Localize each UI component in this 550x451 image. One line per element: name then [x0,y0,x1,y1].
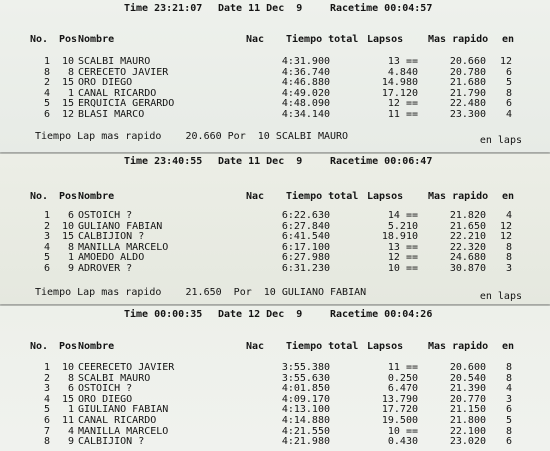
col-header-no: No. [30,34,49,45]
row-no: 5 [43,404,50,415]
row-no: 1 [43,210,50,221]
row-driver-name: OSTOICH ? [78,210,133,221]
row-en-lap: 8 [505,242,512,253]
row-no: 4 [43,394,50,405]
row-tiempo-total: 6:17.100 [281,242,330,253]
row-mas-rapido: 21.150 [449,404,486,415]
header-time: Time 00:00:35 [124,309,203,320]
row-pos: 6 [67,210,74,221]
row-pos: 4 [67,426,74,437]
row-en-lap: 5 [505,415,512,426]
row-tiempo-total: 4:48.090 [281,98,330,109]
row-no: 1 [43,56,50,67]
row-tiempo-total: 4:09.170 [281,394,330,405]
row-lapsos: 5.210 [387,221,418,232]
header-racetime: Racetime 00:06:47 [330,156,433,167]
row-no: 2 [43,373,50,384]
row-lapsos: 10 == [387,263,418,274]
row-tiempo-total: 6:27.840 [281,221,330,232]
row-mas-rapido: 22.210 [449,231,486,242]
timing-sheet-3 [0,306,550,451]
row-pos: 10 [61,362,74,373]
row-tiempo-total: 4:46.880 [281,77,330,88]
row-tiempo-total: 6:31.230 [281,263,330,274]
row-driver-name: ORO DIEGO [78,394,133,405]
row-en-lap: 8 [505,426,512,437]
row-lapsos: 14.980 [381,77,418,88]
row-mas-rapido: 23.020 [449,436,486,447]
row-en-lap: 6 [505,436,512,447]
row-mas-rapido: 21.800 [449,415,486,426]
col-header-nac: Nac [246,191,265,202]
col-header-nombre: Nombre [78,341,115,352]
row-en-lap: 6 [505,404,512,415]
row-tiempo-total: 4:14.880 [281,415,330,426]
col-header-mas-rapido: Mas rapido [428,191,489,202]
row-en-lap: 4 [505,210,512,221]
row-mas-rapido: 20.660 [449,56,486,67]
row-driver-name: CALBIJION ? [78,231,145,242]
row-mas-rapido: 22.320 [449,242,486,253]
col-header-en: en [502,34,515,45]
row-lapsos: 6.470 [387,383,418,394]
row-driver-name: MANILLA MARCELO [78,426,169,437]
col-header-tiempo: Tiempo total [286,341,359,352]
row-pos: 15 [61,77,74,88]
row-pos: 15 [61,98,74,109]
row-tiempo-total: 4:13.100 [281,404,330,415]
row-mas-rapido: 20.780 [449,67,486,78]
row-no: 4 [43,242,50,253]
row-en-lap: 5 [505,77,512,88]
row-no: 6 [43,415,50,426]
row-driver-name: MANILLA MARCELO [78,242,169,253]
row-mas-rapido: 20.770 [449,394,486,405]
row-driver-name: GIULIANO FABIAN [78,404,169,415]
row-no: 1 [43,362,50,373]
header-date: Date 12 Dec 9 [218,309,303,320]
row-tiempo-total: 3:55.630 [281,373,330,384]
row-en-lap: 12 [499,231,512,242]
row-mas-rapido: 20.540 [449,373,486,384]
col-header-en: en [502,341,515,352]
row-no: 7 [43,426,50,437]
row-pos: 15 [61,394,74,405]
row-tiempo-total: 4:21.980 [281,436,330,447]
row-lapsos: 17.120 [381,88,418,99]
row-en-lap: 4 [505,109,512,120]
row-en-lap: 3 [505,263,512,274]
col-header-en: en [502,191,515,202]
row-en-lap: 8 [505,362,512,373]
row-pos: 1 [67,252,74,263]
row-no: 8 [43,67,50,78]
row-tiempo-total: 4:34.140 [281,109,330,120]
row-driver-name: GULIANO FABIAN [78,221,163,232]
row-en-lap: 12 [499,221,512,232]
row-mas-rapido: 21.680 [449,77,486,88]
row-pos: 11 [61,415,74,426]
col-header-lapsos: Lapsos [367,34,404,45]
row-tiempo-total: 4:36.740 [281,67,330,78]
row-no: 5 [43,252,50,263]
row-mas-rapido: 30.870 [449,263,486,274]
row-driver-name: CANAL RICARDO [78,415,157,426]
row-lapsos: 11 == [387,109,418,120]
row-tiempo-total: 6:22.630 [281,210,330,221]
row-driver-name: SCALBI MAURO [78,56,151,67]
row-lapsos: 13.790 [381,394,418,405]
row-lapsos: 18.910 [381,231,418,242]
col-header-pos: Pos [59,191,78,202]
row-pos: 15 [61,231,74,242]
col-header-no: No. [30,341,49,352]
header-racetime: Racetime 00:04:57 [330,3,433,14]
footer-fastest-lap: Tiempo Lap mas rapido 21.650 Por 10 GULIANO FABIAN [35,287,367,298]
row-en-lap: 12 [499,56,512,67]
row-no: 3 [43,383,50,394]
row-pos: 8 [67,373,74,384]
row-pos: 9 [67,263,74,274]
row-driver-name: CEERECETO JAVIER [78,362,175,373]
row-lapsos: 13 == [387,56,418,67]
col-header-pos: Pos [59,34,78,45]
row-driver-name: CERECETO JAVIER [78,67,169,78]
row-mas-rapido: 21.650 [449,221,486,232]
row-en-lap: 6 [505,67,512,78]
row-no: 6 [43,263,50,274]
row-no: 3 [43,231,50,242]
row-driver-name: AMOEDO ALDO [78,252,145,263]
row-lapsos: 11 == [387,362,418,373]
row-pos: 1 [67,404,74,415]
row-no: 8 [43,436,50,447]
row-pos: 12 [61,109,74,120]
col-header-nac: Nac [246,34,265,45]
row-en-lap: 4 [505,383,512,394]
header-racetime: Racetime 00:04:26 [330,309,433,320]
row-lapsos: 17.720 [381,404,418,415]
row-en-lap: 8 [505,88,512,99]
row-mas-rapido: 21.820 [449,210,486,221]
row-driver-name: CALBIJION ? [78,436,145,447]
row-driver-name: CANAL RICARDO [78,88,157,99]
row-lapsos: 4.840 [387,67,418,78]
row-no: 6 [43,109,50,120]
row-tiempo-total: 4:31.900 [281,56,330,67]
row-pos: 6 [67,383,74,394]
row-tiempo-total: 4:49.020 [281,88,330,99]
row-no: 2 [43,77,50,88]
row-tiempo-total: 6:27.980 [281,252,330,263]
col-header-nombre: Nombre [78,34,115,45]
col-header-lapsos: Lapsos [367,191,404,202]
row-driver-name: ORO DIEGO [78,77,133,88]
row-lapsos: 13 == [387,242,418,253]
row-lapsos: 0.430 [387,436,418,447]
timing-sheet-2 [0,154,550,304]
row-pos: 9 [67,436,74,447]
col-header-pos: Pos [59,341,78,352]
row-mas-rapido: 24.680 [449,252,486,263]
col-header-nac: Nac [246,341,265,352]
row-en-lap: 8 [505,252,512,263]
row-lapsos: 19.500 [381,415,418,426]
footer-fastest-lap: Tiempo Lap mas rapido 20.660 Por 10 SCALBI MAURO [35,131,349,142]
header-time: Time 23:40:55 [124,156,203,167]
row-tiempo-total: 4:21.550 [281,426,330,437]
row-driver-name: OSTOICH ? [78,383,133,394]
col-header-lapsos: Lapsos [367,341,404,352]
row-driver-name: SCALBI MAURO [78,373,151,384]
col-header-mas-rapido: Mas rapido [428,34,489,45]
row-lapsos: 0.250 [387,373,418,384]
col-header-no: No. [30,191,49,202]
col-header-tiempo: Tiempo total [286,191,359,202]
row-driver-name: BLASI MARCO [78,109,145,120]
header-date: Date 11 Dec 9 [218,3,303,14]
header-date: Date 11 Dec 9 [218,156,303,167]
row-no: 5 [43,98,50,109]
row-en-lap: 6 [505,98,512,109]
row-pos: 10 [61,56,74,67]
row-driver-name: ADROVER ? [78,263,133,274]
row-lapsos: 12 == [387,98,418,109]
row-pos: 1 [67,88,74,99]
row-mas-rapido: 23.300 [449,109,486,120]
row-lapsos: 12 == [387,252,418,263]
footer-en-laps: en laps [479,291,522,302]
row-pos: 10 [61,221,74,232]
row-mas-rapido: 20.600 [449,362,486,373]
row-no: 2 [43,221,50,232]
row-mas-rapido: 21.390 [449,383,486,394]
col-header-nombre: Nombre [78,191,115,202]
header-time: Time 23:21:07 [124,3,203,14]
row-lapsos: 14 == [387,210,418,221]
row-tiempo-total: 4:01.850 [281,383,330,394]
row-mas-rapido: 22.100 [449,426,486,437]
row-lapsos: 10 == [387,426,418,437]
row-en-lap: 8 [505,373,512,384]
timing-sheet-1 [0,0,550,152]
col-header-mas-rapido: Mas rapido [428,341,489,352]
footer-en-laps: en laps [479,135,522,146]
col-header-tiempo: Tiempo total [286,34,359,45]
row-no: 4 [43,88,50,99]
row-pos: 8 [67,242,74,253]
row-pos: 8 [67,67,74,78]
row-driver-name: ERQUICIA GERARDO [78,98,175,109]
row-mas-rapido: 21.790 [449,88,486,99]
row-mas-rapido: 22.480 [449,98,486,109]
row-tiempo-total: 3:55.380 [281,362,330,373]
row-en-lap: 3 [505,394,512,405]
row-tiempo-total: 6:41.540 [281,231,330,242]
